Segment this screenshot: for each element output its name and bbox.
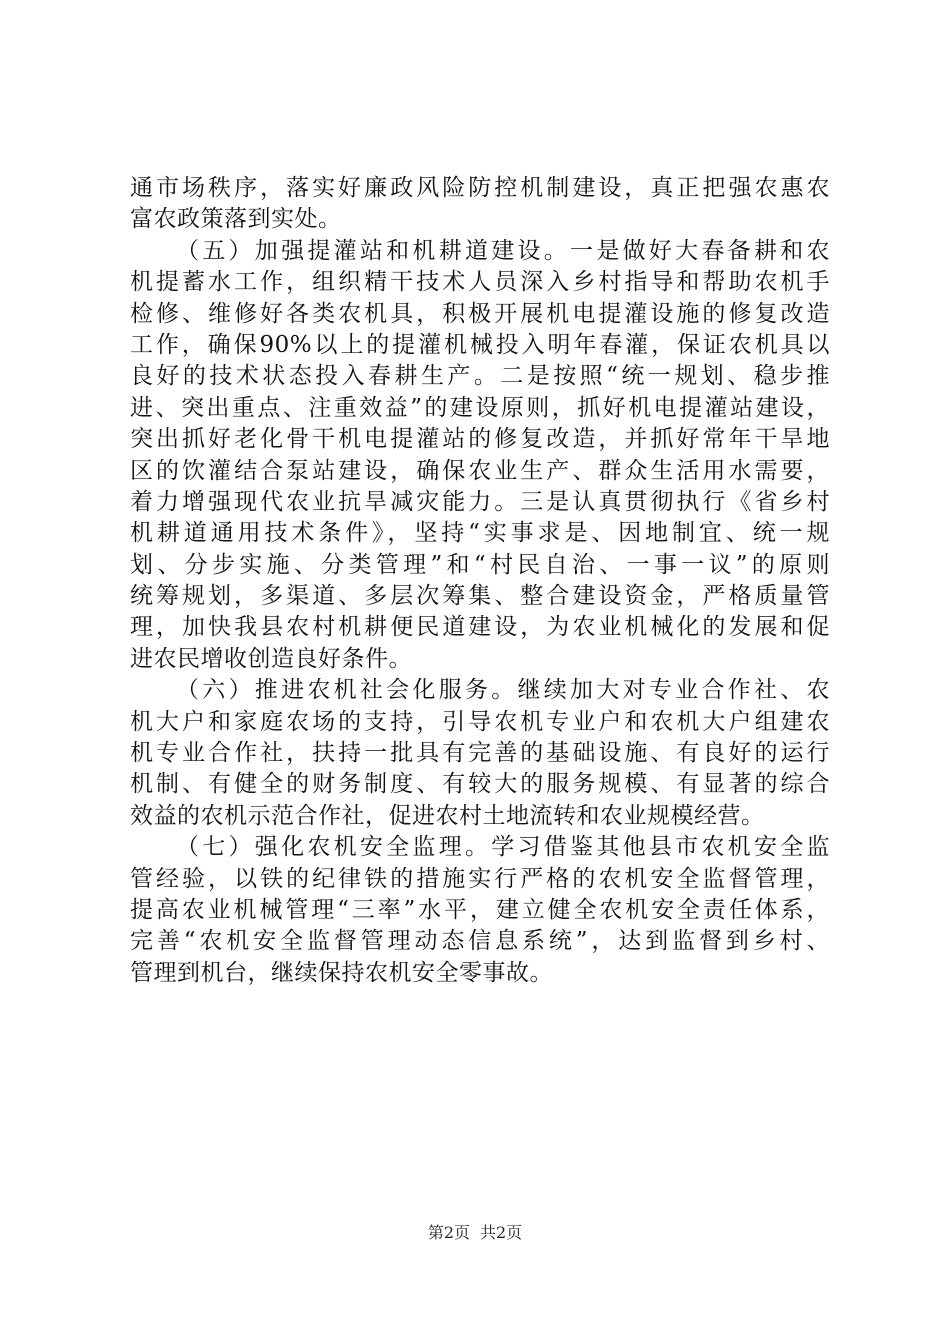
text-line: 机耕道通用技术条件》，坚持“实事求是、因地制宜、统一规 [130, 520, 830, 547]
text-line: 检修、维修好各类农机具，积极开展机电提灌设施的修复改造 [130, 300, 830, 327]
text-line: 完善“农机安全监督管理动态信息系统”，达到监督到乡村、 [130, 928, 830, 955]
text-line: 区的饮灌结合泵站建设，确保农业生产、群众生活用水需要， [130, 457, 830, 484]
text-line: 机制、有健全的财务制度、有较大的服务规模、有显著的综合 [130, 771, 830, 798]
text-line: （七）强化农机安全监理。学习借鉴其他县市农机安全监 [176, 834, 830, 861]
text-line: 富农政策落到实处。 [130, 206, 342, 233]
text-line: 通市场秩序，落实好廉政风险防控机制建设，真正把强农惠农 [130, 175, 830, 201]
text-line: 进农民增收创造良好条件。 [130, 645, 412, 672]
page-total: 共2页 [480, 1223, 523, 1242]
text-line: 管经验，以铁的纪律铁的措施实行严格的农机安全监督管理， [130, 865, 830, 892]
text-line: 划、分步实施、分类管理”和“村民自治、一事一议”的原则 [130, 551, 830, 578]
text-line: 着力增强现代农业抗旱减灾能力。三是认真贯彻执行《省乡村 [130, 488, 830, 515]
text-line: 机专业合作社，扶持一批具有完善的基础设施、有良好的运行 [130, 740, 830, 767]
text-line: 良好的技术状态投入春耕生产。二是按照“统一规划、稳步推 [130, 363, 830, 390]
page-number: 第2页 [427, 1223, 470, 1242]
text-line: 统筹规划，多渠道、多层次筹集、整合建设资金，严格质量管 [130, 583, 830, 610]
text-line: 机提蓄水工作，组织精干技术人员深入乡村指导和帮助农机手 [130, 269, 830, 296]
text-line: （六）推进农机社会化服务。继续加大对专业合作社、农 [176, 677, 830, 704]
text-line: 提高农业机械管理“三率”水平，建立健全农机安全责任体系， [130, 896, 830, 923]
text-line: 机大户和家庭农场的支持，引导农机专业户和农机大户组建农 [130, 708, 830, 735]
text-line: 管理到机台，继续保持农机安全零事故。 [130, 959, 553, 986]
page-footer [0, 1223, 950, 1243]
text-line: 理，加快我县农村机耕便民道建设，为农业机械化的发展和促 [130, 614, 830, 641]
text-line: （五）加强提灌站和机耕道建设。一是做好大春备耕和农 [176, 237, 830, 264]
text-line: 突出抓好老化骨干机电提灌站的修复改造，并抓好常年干旱地 [130, 426, 830, 453]
text-line: 效益的农机示范合作社，促进农村土地流转和农业规模经营。 [130, 802, 765, 829]
text-line: 进、突出重点、注重效益”的建设原则，抓好机电提灌站建设， [130, 394, 830, 421]
document-body [130, 173, 830, 989]
text-line: 工作，确保90%以上的提灌机械投入明年春灌，保证农机具以 [130, 331, 830, 358]
